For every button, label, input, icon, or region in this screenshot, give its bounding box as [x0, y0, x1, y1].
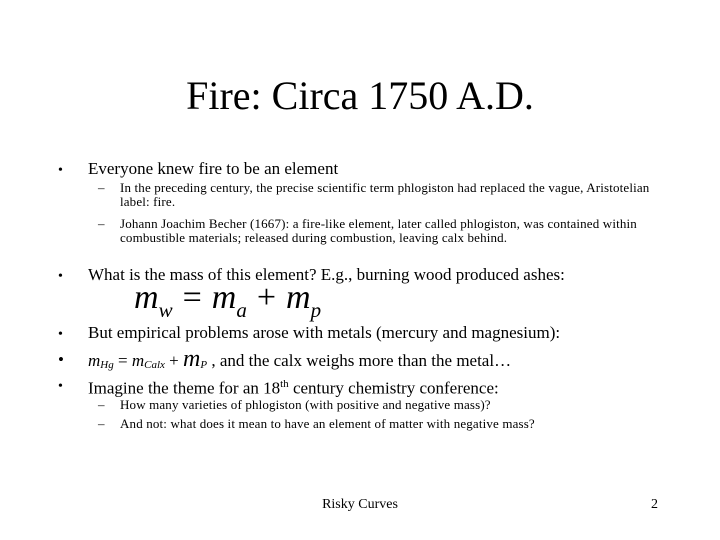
footer-text: Risky Curves: [322, 497, 398, 512]
m-calx-sub: Calx: [144, 359, 165, 371]
formula-plus: +: [256, 279, 277, 316]
bullet-imagine-theme: [88, 374, 499, 399]
sub-bullet-text: In the preceding century, the precise scientific term phlogiston had replaced the vague, Aristotelian label: fire.: [120, 180, 650, 209]
theme-superscript: th: [280, 378, 289, 390]
formula-sub-a: a: [236, 298, 247, 322]
bullet-calx-equation: [88, 346, 512, 375]
m-calx: m: [131, 351, 145, 370]
formula-m-a: m: [211, 279, 237, 316]
formula-m-p: m: [286, 279, 311, 316]
m-p: m: [182, 346, 201, 372]
bullet-marker: •: [58, 163, 63, 178]
theme-text-before: Imagine the theme for an 18: [88, 378, 281, 398]
calx-eq: =: [113, 351, 132, 370]
bullet-marker: •: [58, 350, 64, 369]
sub-bullet-text: Johann Joachim Becher (1667): a fire-like element, later called phlogiston, was contained within combustible materials; released during combustion, leaving calx behind.: [120, 216, 637, 245]
calx-tail: , and the calx weighs more than the metal…: [207, 351, 512, 370]
sub-bullet-text: How many varieties of phlogiston (with positive and negative mass)?: [120, 397, 491, 412]
bullet-marker: •: [58, 379, 63, 394]
sub-bullet-text: And not: what does it mean to have an element of matter with negative mass?: [120, 416, 535, 431]
calx-plus: +: [164, 351, 183, 370]
m-hg-sub: Hg: [100, 359, 114, 371]
formula-m-w: m: [134, 279, 159, 316]
sub-bullet-varieties: [98, 398, 658, 412]
dash-marker: –: [98, 416, 105, 431]
m-hg: m: [88, 351, 101, 370]
dash-marker: –: [98, 180, 105, 195]
bullet-everyone-knew-fire: Everyone knew fire to be an element: [88, 159, 339, 178]
m-p-sub: P: [200, 359, 208, 371]
dash-marker: –: [98, 397, 105, 412]
sub-bullet-phlogiston-term: [98, 181, 658, 208]
theme-text-after: century chemistry conference:: [288, 378, 499, 398]
formula-sub-p: p: [310, 298, 322, 322]
sub-bullet-negative-mass: [98, 417, 658, 431]
bullet-marker: •: [58, 269, 63, 284]
formula-sub-w: w: [158, 298, 173, 322]
slide-title: Fire: Circa 1750 A.D.: [186, 73, 534, 118]
sub-bullet-becher: [98, 217, 658, 244]
mass-equation: [134, 280, 321, 320]
bullet-marker: •: [58, 327, 63, 342]
page-number: 2: [651, 497, 658, 512]
dash-marker: –: [98, 216, 105, 231]
formula-equals: =: [182, 279, 202, 316]
bullet-mass-question: What is the mass of this element? E.g., burning wood produced ashes:: [88, 265, 565, 284]
bullet-empirical-problems: But empirical problems arose with metals (mercury and magnesium):: [88, 323, 561, 342]
